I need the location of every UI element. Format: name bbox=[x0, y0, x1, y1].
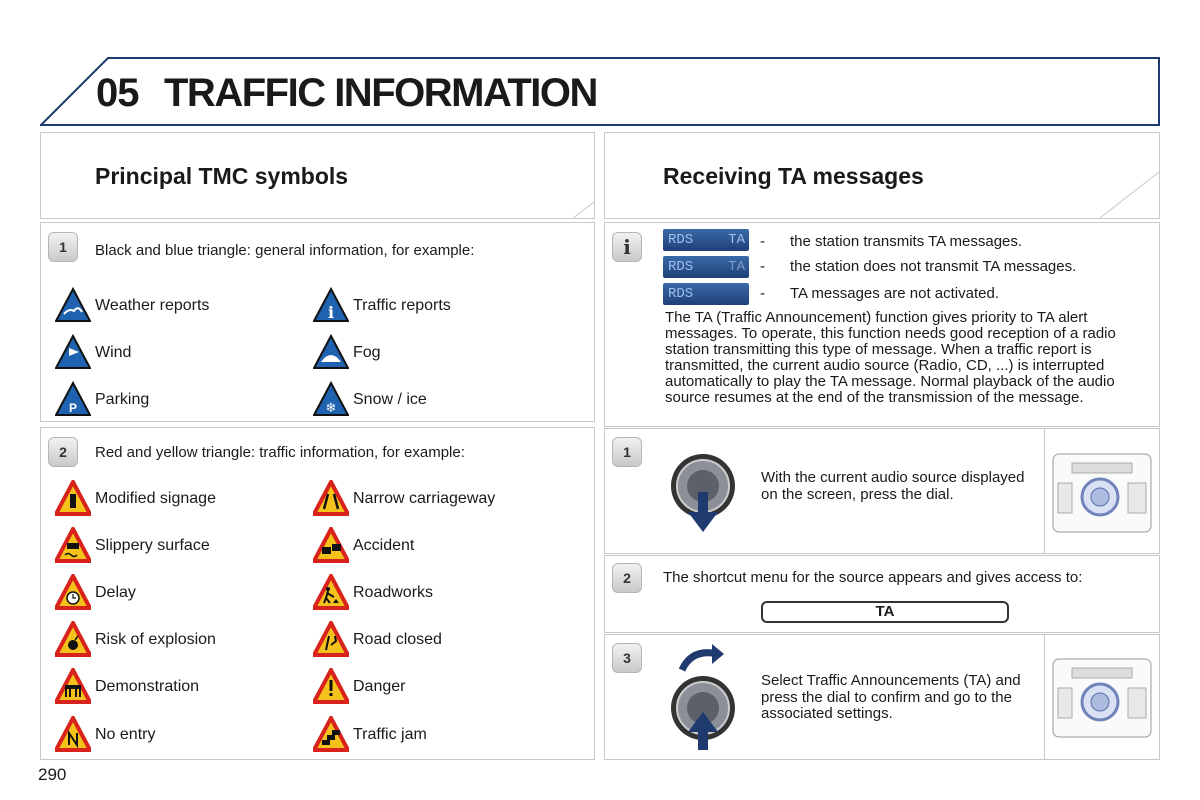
symbol-label: Weather reports bbox=[95, 297, 210, 314]
symbol-modified-signage bbox=[55, 480, 305, 520]
weather-sign-icon bbox=[55, 287, 91, 323]
rds-ta-active-display bbox=[663, 229, 749, 251]
symbol-label: Delay bbox=[95, 584, 136, 601]
symbol-label: Narrow carriageway bbox=[353, 490, 496, 507]
dial-press-icon bbox=[668, 452, 738, 532]
step-badge-3: 3 bbox=[612, 643, 642, 673]
symbol-fog bbox=[313, 334, 563, 374]
symbol-label: Modified signage bbox=[95, 490, 216, 507]
demonstration-sign-icon bbox=[55, 668, 91, 704]
radio-panel-icon bbox=[1052, 658, 1152, 738]
narrow-road-sign-icon bbox=[313, 480, 349, 516]
ta-label: TA bbox=[728, 232, 745, 248]
list-dash: - bbox=[760, 258, 765, 275]
symbol-label: Traffic reports bbox=[353, 297, 451, 314]
roadworks-sign-icon bbox=[313, 574, 349, 610]
road-closed-sign-icon bbox=[313, 621, 349, 657]
right-section-title: Receiving TA messages bbox=[663, 163, 924, 189]
symbol-label: Accident bbox=[353, 537, 415, 554]
dial-rotate-press-icon bbox=[668, 642, 748, 752]
symbol-risk-of-explosion bbox=[55, 621, 305, 661]
symbol-narrow-carriageway bbox=[313, 480, 563, 520]
symbol-no-entry bbox=[55, 716, 305, 756]
svg-text:P: P bbox=[68, 401, 78, 415]
section1-intro: Black and blue triangle: general information, for example: bbox=[95, 242, 475, 259]
symbol-label: Danger bbox=[353, 678, 406, 695]
step-2-text: The shortcut menu for the source appears and gives access to: bbox=[663, 569, 1083, 586]
symbol-delay bbox=[55, 574, 305, 614]
parking-sign-icon bbox=[55, 381, 91, 417]
rds-label: RDS bbox=[668, 232, 694, 248]
symbol-demonstration bbox=[55, 668, 305, 708]
symbol-road-closed bbox=[313, 621, 563, 661]
symbol-label: Traffic jam bbox=[353, 726, 427, 743]
symbol-weather-reports bbox=[55, 287, 305, 327]
rds-only-display bbox=[663, 283, 749, 305]
chapter-title: TRAFFIC INFORMATION bbox=[164, 71, 597, 115]
step-1-text: With the current audio source displayed on the screen, press the dial. bbox=[761, 469, 1025, 503]
step-badge-1: 1 bbox=[612, 437, 642, 467]
symbol-label: Parking bbox=[95, 391, 150, 408]
radio-panel-icon bbox=[1052, 453, 1152, 533]
symbol-snow-ice bbox=[313, 381, 563, 421]
symbol-label: No entry bbox=[95, 726, 156, 743]
clock-sign-icon bbox=[55, 574, 91, 610]
info-icon: i bbox=[612, 232, 642, 262]
svg-text:i: i bbox=[327, 303, 335, 322]
symbol-label: Risk of explosion bbox=[95, 631, 216, 648]
danger-sign-icon bbox=[313, 668, 349, 704]
symbol-label: Roadworks bbox=[353, 584, 434, 601]
info-sign-icon bbox=[313, 287, 349, 323]
step-badge-2: 2 bbox=[612, 563, 642, 593]
symbol-label: Slippery surface bbox=[95, 537, 210, 554]
rds-label: RDS bbox=[668, 286, 694, 302]
symbol-wind bbox=[55, 334, 305, 374]
symbol-danger bbox=[313, 668, 563, 708]
wind-sign-icon bbox=[55, 334, 91, 370]
no-entry-sign-icon bbox=[55, 716, 91, 752]
traffic-jam-sign-icon bbox=[313, 716, 349, 752]
ta-state-text: TA messages are not activated. bbox=[790, 285, 999, 302]
ta-state-text: the station does not transmit TA messages. bbox=[790, 258, 1077, 275]
svg-text:❄: ❄ bbox=[325, 401, 337, 416]
signage-sign-icon bbox=[55, 480, 91, 516]
rds-label: RDS bbox=[668, 259, 694, 275]
step-badge-1: 1 bbox=[48, 232, 78, 262]
list-dash: - bbox=[760, 285, 765, 302]
fog-sign-icon bbox=[313, 334, 349, 370]
step-badge-2: 2 bbox=[48, 437, 78, 467]
accident-sign-icon bbox=[313, 527, 349, 563]
explosion-sign-icon bbox=[55, 621, 91, 657]
symbol-parking bbox=[55, 381, 305, 421]
symbol-slippery-surface bbox=[55, 527, 305, 567]
ta-label: TA bbox=[728, 259, 745, 275]
ta-menu-button[interactable]: TA bbox=[761, 601, 1009, 623]
ta-description: The TA (Traffic Announcement) function gives priority to TA alert messages. To operate, this function needs good reception of a radio station transmitting this type of message. When a traffic report is transmitted, the current audio source (Radio, CD, ...) is interrupted automatically to play the TA message. Normal playback of the audio source resumes at the end of the transmission of the message. bbox=[665, 309, 1116, 406]
symbol-label: Wind bbox=[95, 344, 132, 361]
chapter-number: 05 bbox=[96, 71, 139, 115]
symbol-roadworks bbox=[313, 574, 563, 614]
symbol-label: Road closed bbox=[353, 631, 442, 648]
symbol-traffic-reports bbox=[313, 287, 563, 327]
page-number: 290 bbox=[38, 765, 67, 784]
symbol-traffic-jam bbox=[313, 716, 563, 756]
step-3-text: Select Traffic Announcements (TA) and press the dial to confirm and go to the associated settings. bbox=[761, 672, 1021, 722]
symbol-accident bbox=[313, 527, 563, 567]
symbol-label: Demonstration bbox=[95, 678, 200, 695]
left-section-title: Principal TMC symbols bbox=[95, 163, 349, 189]
symbol-label: Snow / ice bbox=[353, 391, 427, 408]
rds-ta-unavailable-display bbox=[663, 256, 749, 278]
snowflake-sign-icon bbox=[313, 381, 349, 417]
slippery-sign-icon bbox=[55, 527, 91, 563]
chapter-header bbox=[40, 57, 1160, 127]
ta-state-text: the station transmits TA messages. bbox=[790, 233, 1023, 250]
symbol-label: Fog bbox=[353, 344, 381, 361]
section2-intro: Red and yellow triangle: traffic information, for example: bbox=[95, 444, 465, 461]
list-dash: - bbox=[760, 233, 765, 250]
